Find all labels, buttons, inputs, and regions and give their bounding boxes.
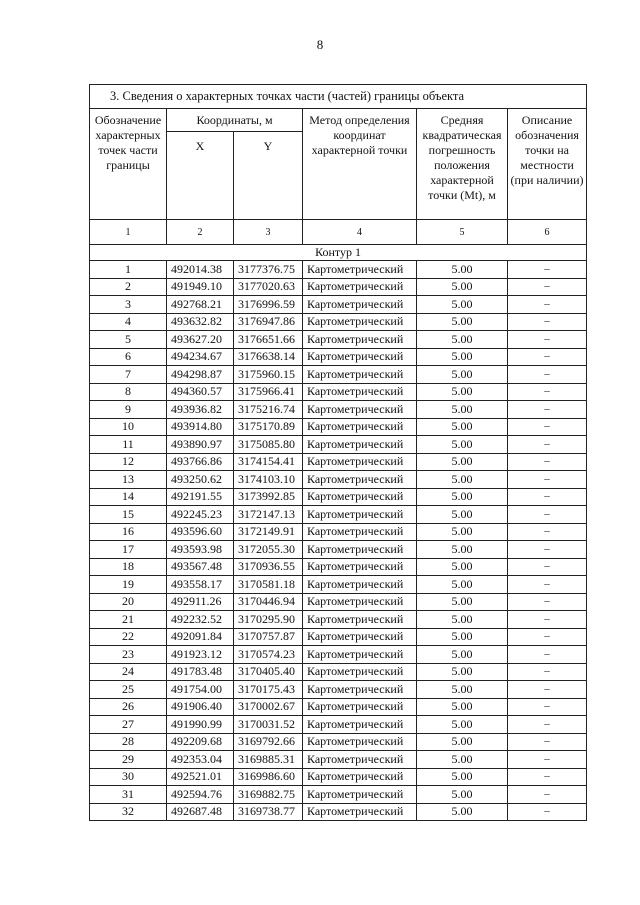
y-coordinate-cell: 3169738.77 bbox=[234, 803, 303, 821]
description-cell: – bbox=[508, 366, 587, 384]
x-coordinate-cell: 492091.84 bbox=[167, 628, 234, 646]
point-number-cell: 3 bbox=[90, 296, 167, 314]
accuracy-cell: 5.00 bbox=[417, 611, 508, 629]
y-coordinate-cell: 3170581.18 bbox=[234, 576, 303, 594]
method-cell: Картометрический bbox=[303, 663, 417, 681]
column-number: 4 bbox=[303, 220, 417, 245]
point-number-cell: 27 bbox=[90, 716, 167, 734]
point-number-cell: 19 bbox=[90, 576, 167, 594]
accuracy-cell: 5.00 bbox=[417, 313, 508, 331]
y-coordinate-cell: 3170757.87 bbox=[234, 628, 303, 646]
accuracy-cell: 5.00 bbox=[417, 488, 508, 506]
y-coordinate-cell: 3175966.41 bbox=[234, 383, 303, 401]
table-row bbox=[90, 611, 587, 629]
accuracy-cell: 5.00 bbox=[417, 296, 508, 314]
x-coordinate-cell: 492209.68 bbox=[167, 733, 234, 751]
x-coordinate-cell: 493567.48 bbox=[167, 558, 234, 576]
point-number-cell: 21 bbox=[90, 611, 167, 629]
y-coordinate-cell: 3170031.52 bbox=[234, 716, 303, 734]
table-row bbox=[90, 628, 587, 646]
y-coordinate-cell: 3177020.63 bbox=[234, 278, 303, 296]
y-coordinate-cell: 3177376.75 bbox=[234, 261, 303, 279]
x-coordinate-cell: 491754.00 bbox=[167, 681, 234, 699]
table-row bbox=[90, 716, 587, 734]
description-cell: – bbox=[508, 401, 587, 419]
x-coordinate-cell: 493890.97 bbox=[167, 436, 234, 454]
method-cell: Картометрический bbox=[303, 611, 417, 629]
accuracy-cell: 5.00 bbox=[417, 506, 508, 524]
accuracy-cell: 5.00 bbox=[417, 698, 508, 716]
table-row bbox=[90, 418, 587, 436]
table-row bbox=[90, 663, 587, 681]
description-cell: – bbox=[508, 278, 587, 296]
x-coordinate-cell: 492521.01 bbox=[167, 768, 234, 786]
y-coordinate-cell: 3174103.10 bbox=[234, 471, 303, 489]
point-number-cell: 8 bbox=[90, 383, 167, 401]
description-cell: – bbox=[508, 541, 587, 559]
table-row bbox=[90, 401, 587, 419]
accuracy-cell: 5.00 bbox=[417, 681, 508, 699]
y-coordinate-cell: 3175216.74 bbox=[234, 401, 303, 419]
accuracy-cell: 5.00 bbox=[417, 366, 508, 384]
description-cell: – bbox=[508, 751, 587, 769]
accuracy-cell: 5.00 bbox=[417, 523, 508, 541]
y-coordinate-cell: 3170936.55 bbox=[234, 558, 303, 576]
method-cell: Картометрический bbox=[303, 803, 417, 821]
x-coordinate-cell: 491990.99 bbox=[167, 716, 234, 734]
description-cell: – bbox=[508, 506, 587, 524]
table-row bbox=[90, 366, 587, 384]
accuracy-cell: 5.00 bbox=[417, 733, 508, 751]
y-coordinate-cell: 3169882.75 bbox=[234, 786, 303, 804]
accuracy-cell: 5.00 bbox=[417, 383, 508, 401]
description-cell: – bbox=[508, 348, 587, 366]
table-row bbox=[90, 786, 587, 804]
y-coordinate-cell: 3170002.67 bbox=[234, 698, 303, 716]
table-row bbox=[90, 558, 587, 576]
description-cell: – bbox=[508, 768, 587, 786]
y-coordinate-cell: 3172147.13 bbox=[234, 506, 303, 524]
accuracy-cell: 5.00 bbox=[417, 751, 508, 769]
method-cell: Картометрический bbox=[303, 523, 417, 541]
accuracy-cell: 5.00 bbox=[417, 453, 508, 471]
column-number: 2 bbox=[167, 220, 234, 245]
point-number-cell: 15 bbox=[90, 506, 167, 524]
accuracy-cell: 5.00 bbox=[417, 541, 508, 559]
table-row bbox=[90, 278, 587, 296]
method-cell: Картометрический bbox=[303, 401, 417, 419]
description-cell: – bbox=[508, 296, 587, 314]
x-coordinate-cell: 491906.40 bbox=[167, 698, 234, 716]
y-coordinate-cell: 3176947.86 bbox=[234, 313, 303, 331]
description-cell: – bbox=[508, 313, 587, 331]
x-coordinate-cell: 493627.20 bbox=[167, 331, 234, 349]
accuracy-cell: 5.00 bbox=[417, 348, 508, 366]
point-number-cell: 2 bbox=[90, 278, 167, 296]
table-row bbox=[90, 681, 587, 699]
point-number-cell: 12 bbox=[90, 453, 167, 471]
page-number: 8 bbox=[316, 37, 324, 52]
table-row bbox=[90, 331, 587, 349]
method-cell: Картометрический bbox=[303, 716, 417, 734]
description-cell: – bbox=[508, 663, 587, 681]
description-cell: – bbox=[508, 733, 587, 751]
point-number-cell: 1 bbox=[90, 261, 167, 279]
table-row bbox=[90, 803, 587, 821]
y-coordinate-cell: 3175960.15 bbox=[234, 366, 303, 384]
table-row bbox=[90, 733, 587, 751]
description-cell: – bbox=[508, 471, 587, 489]
table-row bbox=[90, 261, 587, 279]
table-row bbox=[90, 453, 587, 471]
point-number-cell: 29 bbox=[90, 751, 167, 769]
table-row bbox=[90, 698, 587, 716]
header-description: Описание обозначения точки на местности (при наличии) bbox=[508, 109, 587, 220]
x-coordinate-cell: 493250.62 bbox=[167, 471, 234, 489]
method-cell: Картометрический bbox=[303, 348, 417, 366]
point-number-cell: 9 bbox=[90, 401, 167, 419]
description-cell: – bbox=[508, 646, 587, 664]
x-coordinate-cell: 494360.57 bbox=[167, 383, 234, 401]
table-row bbox=[90, 593, 587, 611]
accuracy-cell: 5.00 bbox=[417, 558, 508, 576]
description-cell: – bbox=[508, 681, 587, 699]
table-row bbox=[90, 313, 587, 331]
y-coordinate-cell: 3170175.43 bbox=[234, 681, 303, 699]
method-cell: Картометрический bbox=[303, 313, 417, 331]
point-number-cell: 4 bbox=[90, 313, 167, 331]
description-cell: – bbox=[508, 576, 587, 594]
x-coordinate-cell: 492911.26 bbox=[167, 593, 234, 611]
description-cell: – bbox=[508, 453, 587, 471]
description-cell: – bbox=[508, 698, 587, 716]
y-coordinate-cell: 3170405.40 bbox=[234, 663, 303, 681]
accuracy-cell: 5.00 bbox=[417, 331, 508, 349]
point-number-cell: 16 bbox=[90, 523, 167, 541]
method-cell: Картометрический bbox=[303, 488, 417, 506]
table-row bbox=[90, 576, 587, 594]
method-cell: Картометрический bbox=[303, 366, 417, 384]
boundary-points-table bbox=[89, 84, 587, 821]
description-cell: – bbox=[508, 418, 587, 436]
header-point-designation: Обозначение характерных точек части границы bbox=[90, 109, 167, 220]
header-y: Y bbox=[234, 132, 303, 220]
method-cell: Картометрический bbox=[303, 751, 417, 769]
table-row bbox=[90, 541, 587, 559]
column-number: 1 bbox=[90, 220, 167, 245]
x-coordinate-cell: 492191.55 bbox=[167, 488, 234, 506]
accuracy-cell: 5.00 bbox=[417, 786, 508, 804]
description-cell: – bbox=[508, 488, 587, 506]
table-row bbox=[90, 751, 587, 769]
table-row bbox=[90, 471, 587, 489]
method-cell: Картометрический bbox=[303, 733, 417, 751]
table-row bbox=[90, 488, 587, 506]
description-cell: – bbox=[508, 803, 587, 821]
y-coordinate-cell: 3175085.80 bbox=[234, 436, 303, 454]
method-cell: Картометрический bbox=[303, 541, 417, 559]
accuracy-cell: 5.00 bbox=[417, 576, 508, 594]
method-cell: Картометрический bbox=[303, 786, 417, 804]
accuracy-cell: 5.00 bbox=[417, 278, 508, 296]
y-coordinate-cell: 3174154.41 bbox=[234, 453, 303, 471]
x-coordinate-cell: 493632.82 bbox=[167, 313, 234, 331]
method-cell: Картометрический bbox=[303, 768, 417, 786]
point-number-cell: 23 bbox=[90, 646, 167, 664]
point-number-cell: 13 bbox=[90, 471, 167, 489]
x-coordinate-cell: 493936.82 bbox=[167, 401, 234, 419]
table-row bbox=[90, 348, 587, 366]
method-cell: Картометрический bbox=[303, 558, 417, 576]
y-coordinate-cell: 3169986.60 bbox=[234, 768, 303, 786]
x-coordinate-cell: 493558.17 bbox=[167, 576, 234, 594]
column-number: 5 bbox=[417, 220, 508, 245]
accuracy-cell: 5.00 bbox=[417, 593, 508, 611]
point-number-cell: 22 bbox=[90, 628, 167, 646]
description-cell: – bbox=[508, 436, 587, 454]
table-row bbox=[90, 296, 587, 314]
table-row bbox=[90, 523, 587, 541]
y-coordinate-cell: 3169792.66 bbox=[234, 733, 303, 751]
point-number-cell: 6 bbox=[90, 348, 167, 366]
x-coordinate-cell: 491949.10 bbox=[167, 278, 234, 296]
point-number-cell: 25 bbox=[90, 681, 167, 699]
accuracy-cell: 5.00 bbox=[417, 436, 508, 454]
method-cell: Картометрический bbox=[303, 453, 417, 471]
point-number-cell: 18 bbox=[90, 558, 167, 576]
column-number-row bbox=[90, 220, 587, 245]
method-cell: Картометрический bbox=[303, 576, 417, 594]
description-cell: – bbox=[508, 611, 587, 629]
point-number-cell: 24 bbox=[90, 663, 167, 681]
method-cell: Картометрический bbox=[303, 593, 417, 611]
table-row bbox=[90, 506, 587, 524]
x-coordinate-cell: 492594.76 bbox=[167, 786, 234, 804]
x-coordinate-cell: 492353.04 bbox=[167, 751, 234, 769]
accuracy-cell: 5.00 bbox=[417, 628, 508, 646]
table-row bbox=[90, 383, 587, 401]
y-coordinate-cell: 3170574.23 bbox=[234, 646, 303, 664]
x-coordinate-cell: 492687.48 bbox=[167, 803, 234, 821]
y-coordinate-cell: 3176996.59 bbox=[234, 296, 303, 314]
method-cell: Картометрический bbox=[303, 471, 417, 489]
accuracy-cell: 5.00 bbox=[417, 261, 508, 279]
point-number-cell: 26 bbox=[90, 698, 167, 716]
description-cell: – bbox=[508, 261, 587, 279]
description-cell: – bbox=[508, 716, 587, 734]
point-number-cell: 7 bbox=[90, 366, 167, 384]
accuracy-cell: 5.00 bbox=[417, 646, 508, 664]
accuracy-cell: 5.00 bbox=[417, 471, 508, 489]
description-cell: – bbox=[508, 383, 587, 401]
point-number-cell: 5 bbox=[90, 331, 167, 349]
x-coordinate-cell: 492232.52 bbox=[167, 611, 234, 629]
y-coordinate-cell: 3172055.30 bbox=[234, 541, 303, 559]
header-coordinates: Координаты, м bbox=[167, 109, 303, 132]
y-coordinate-cell: 3173992.85 bbox=[234, 488, 303, 506]
table-row bbox=[90, 768, 587, 786]
point-number-cell: 10 bbox=[90, 418, 167, 436]
column-number: 6 bbox=[508, 220, 587, 245]
description-cell: – bbox=[508, 523, 587, 541]
section-title: 3. Сведения о характерных точках части (частей) границы объекта bbox=[90, 85, 587, 109]
method-cell: Картометрический bbox=[303, 383, 417, 401]
point-number-cell: 31 bbox=[90, 786, 167, 804]
x-coordinate-cell: 491923.12 bbox=[167, 646, 234, 664]
method-cell: Картометрический bbox=[303, 628, 417, 646]
accuracy-cell: 5.00 bbox=[417, 768, 508, 786]
accuracy-cell: 5.00 bbox=[417, 663, 508, 681]
accuracy-cell: 5.00 bbox=[417, 716, 508, 734]
x-coordinate-cell: 493914.80 bbox=[167, 418, 234, 436]
header-accuracy: Средняя квадратическая погрешность положения характерной точки (Mt), м bbox=[417, 109, 508, 220]
method-cell: Картометрический bbox=[303, 278, 417, 296]
y-coordinate-cell: 3176651.66 bbox=[234, 331, 303, 349]
column-number: 3 bbox=[234, 220, 303, 245]
method-cell: Картометрический bbox=[303, 436, 417, 454]
method-cell: Картометрический bbox=[303, 506, 417, 524]
table-row bbox=[90, 436, 587, 454]
y-coordinate-cell: 3175170.89 bbox=[234, 418, 303, 436]
method-cell: Картометрический bbox=[303, 646, 417, 664]
accuracy-cell: 5.00 bbox=[417, 401, 508, 419]
x-coordinate-cell: 494234.67 bbox=[167, 348, 234, 366]
x-coordinate-cell: 493593.98 bbox=[167, 541, 234, 559]
method-cell: Картометрический bbox=[303, 418, 417, 436]
x-coordinate-cell: 493596.60 bbox=[167, 523, 234, 541]
point-number-cell: 32 bbox=[90, 803, 167, 821]
point-number-cell: 30 bbox=[90, 768, 167, 786]
point-number-cell: 17 bbox=[90, 541, 167, 559]
x-coordinate-cell: 493766.86 bbox=[167, 453, 234, 471]
description-cell: – bbox=[508, 593, 587, 611]
description-cell: – bbox=[508, 558, 587, 576]
table-row bbox=[90, 646, 587, 664]
header-method: Метод определения координат характерной точки bbox=[303, 109, 417, 220]
method-cell: Картометрический bbox=[303, 698, 417, 716]
y-coordinate-cell: 3172149.91 bbox=[234, 523, 303, 541]
y-coordinate-cell: 3170446.94 bbox=[234, 593, 303, 611]
point-number-cell: 28 bbox=[90, 733, 167, 751]
x-coordinate-cell: 492014.38 bbox=[167, 261, 234, 279]
method-cell: Картометрический bbox=[303, 296, 417, 314]
y-coordinate-cell: 3169885.31 bbox=[234, 751, 303, 769]
header-x: X bbox=[167, 132, 234, 220]
method-cell: Картометрический bbox=[303, 261, 417, 279]
x-coordinate-cell: 491783.48 bbox=[167, 663, 234, 681]
point-number-cell: 14 bbox=[90, 488, 167, 506]
x-coordinate-cell: 494298.87 bbox=[167, 366, 234, 384]
point-number-cell: 11 bbox=[90, 436, 167, 454]
method-cell: Картометрический bbox=[303, 331, 417, 349]
y-coordinate-cell: 3176638.14 bbox=[234, 348, 303, 366]
y-coordinate-cell: 3170295.90 bbox=[234, 611, 303, 629]
description-cell: – bbox=[508, 628, 587, 646]
x-coordinate-cell: 492768.21 bbox=[167, 296, 234, 314]
description-cell: – bbox=[508, 331, 587, 349]
point-number-cell: 20 bbox=[90, 593, 167, 611]
contour-label: Контур 1 bbox=[90, 245, 587, 261]
method-cell: Картометрический bbox=[303, 681, 417, 699]
description-cell: – bbox=[508, 786, 587, 804]
accuracy-cell: 5.00 bbox=[417, 418, 508, 436]
x-coordinate-cell: 492245.23 bbox=[167, 506, 234, 524]
accuracy-cell: 5.00 bbox=[417, 803, 508, 821]
